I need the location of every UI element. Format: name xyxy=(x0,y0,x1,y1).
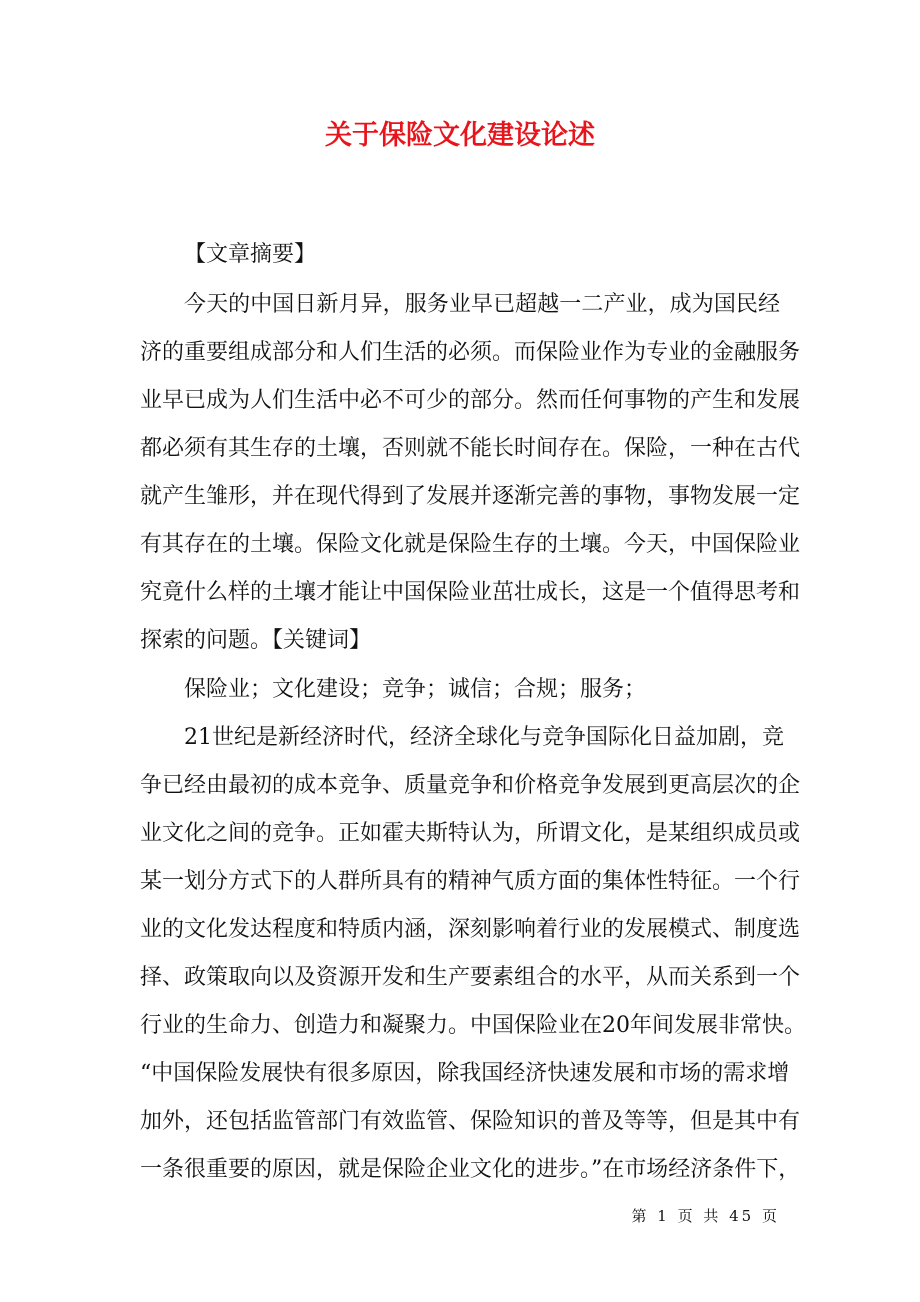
text-line: 争已经由最初的成本竞争、质量竞争和价格竞争发展到更高层次的企 xyxy=(140,773,801,798)
page-footer: 第 1 页 共 45 页 xyxy=(631,1207,780,1225)
text-line: 有其存在的土壤。保险文化就是保险生存的土壤。今天，中国保险业 xyxy=(140,532,801,557)
text-line: 就产生雏形，并在现代得到了发展并逐渐完善的事物，事物发展一定 xyxy=(140,484,801,509)
text-line: “中国保险发展快有很多原因，除我国经济快速发展和市场的需求增 xyxy=(140,1061,790,1086)
text-line: 择、政策取向以及资源开发和生产要素组合的水平，从而关系到一个 xyxy=(140,965,801,990)
text-line: 业早已成为人们生活中必不可少的部分。然而任何事物的产生和发展 xyxy=(140,388,801,413)
text-line: 今天的中国日新月异，服务业早已超越一二产业，成为国民经 xyxy=(184,292,780,317)
text-line: 济的重要组成部分和人们生活的必须。而保险业作为专业的金融服务 xyxy=(140,340,801,365)
text-line: 业文化之间的竞争。正如霍夫斯特认为，所谓文化，是某组织成员或 xyxy=(140,821,801,846)
keywords-line: 保险业；文化建设；竞争；诚信；合规；服务； xyxy=(184,677,647,702)
text-line: 业的文化发达程度和特质内涵，深刻影响着行业的发展模式、制度选 xyxy=(140,917,801,942)
text-line: 一条很重要的原因，就是保险企业文化的进步。”在市场经济条件下， xyxy=(140,1157,801,1182)
text-line: 探索的问题。【关键词】 xyxy=(140,628,372,653)
text-line: 加外，还包括监管部门有效监管、保险知识的普及等等，但是其中有 xyxy=(140,1109,801,1134)
text-line: 某一划分方式下的人群所具有的精神气质方面的集体性特征。一个行 xyxy=(140,869,801,894)
text-line: 究竟什么样的土壤才能让中国保险业茁壮成长，这是一个值得思考和 xyxy=(140,580,801,605)
text-line: 行业的生命力、创造力和凝聚力。中国保险业在20年间发展非常快。 xyxy=(140,1013,806,1038)
text-line: 21世纪是新经济时代，经济全球化与竞争国际化日益加剧，竞 xyxy=(184,725,784,750)
abstract-heading: 【文章摘要】 xyxy=(184,242,317,267)
text-line: 都必须有其生存的土壤，否则就不能长时间存在。保险，一种在古代 xyxy=(140,436,801,461)
document-title: 关于保险文化建设论述 xyxy=(325,120,595,151)
